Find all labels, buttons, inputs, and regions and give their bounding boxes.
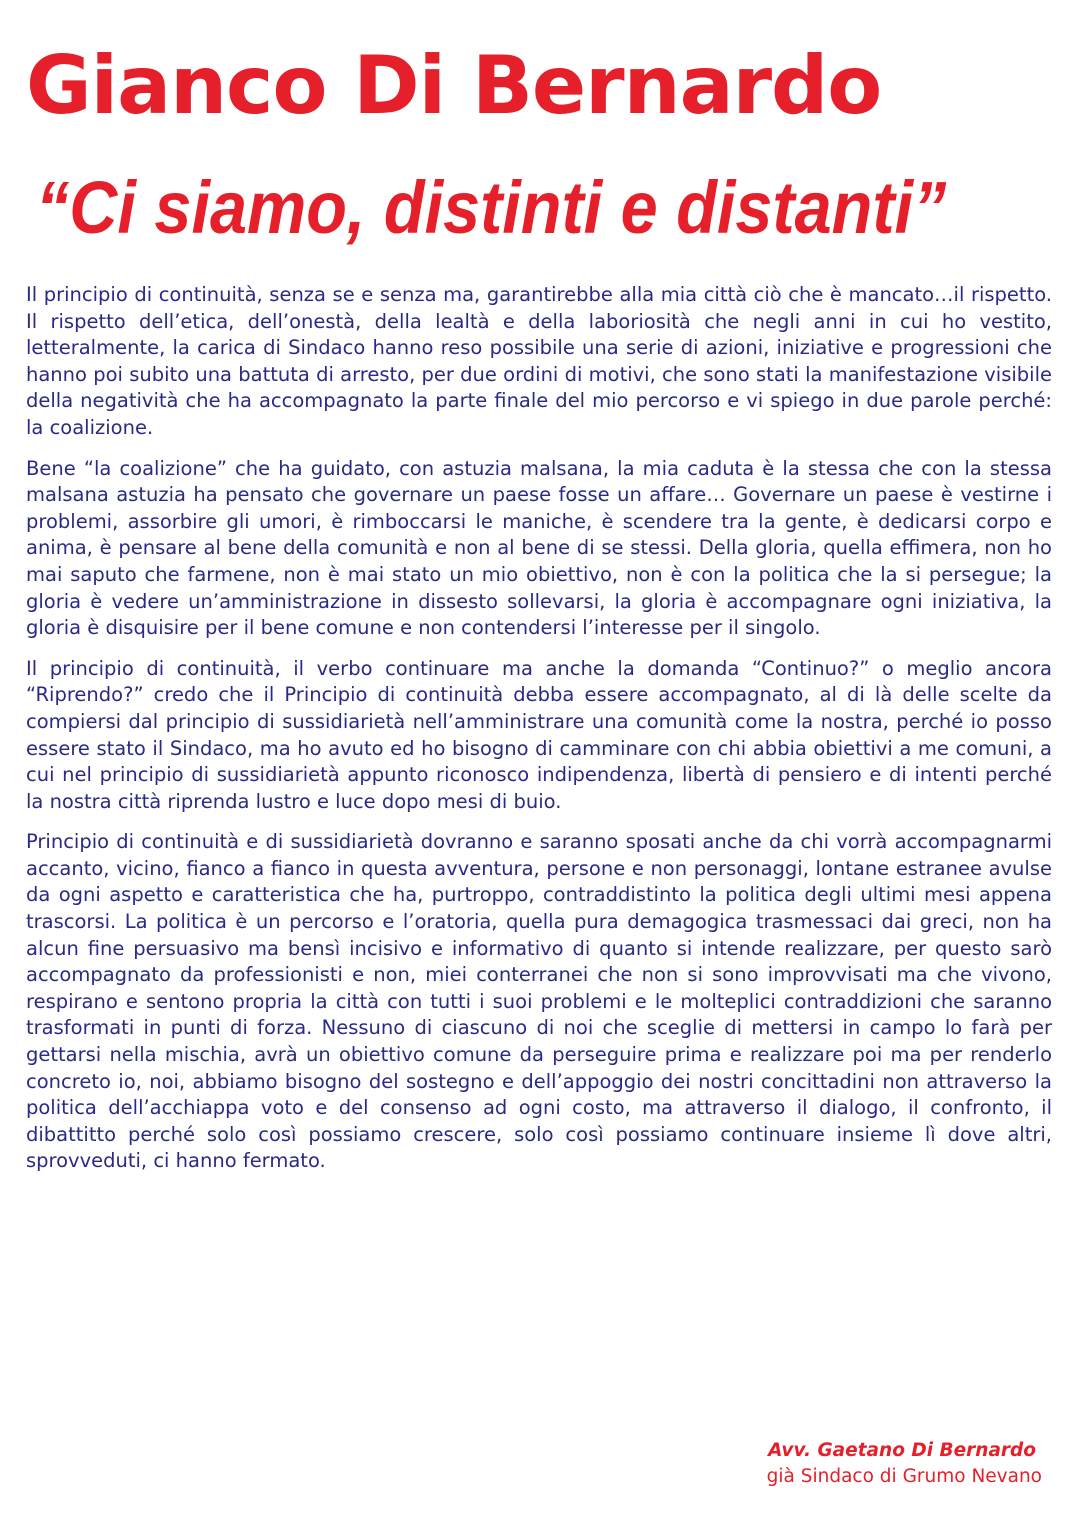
page-subtitle: “Ci siamo, distinti e distanti”	[36, 166, 947, 249]
signature-role: già Sindaco di Grumo Nevano	[766, 1466, 1042, 1487]
signature-block	[767, 1438, 1042, 1490]
paragraph: Principio di continuità e di sussidiarietà dovranno e saranno sposati anche da chi vorrà accompagnarmi accanto, vicino, fianco a fianco in questa avventura, persone e non personaggi, lontane estranee avulse da ogni aspetto e caratteristica che ha, purtroppo, contraddistinto la politica degli ultimi mesi appena trascorsi. La politica è un percorso e l’oratoria, quella pura demagogica trasmessaci dai greci, non ha alcun fine persuasivo ma bensì incisivo e informativo di quanto si intende realizzare, per questo sarò accompagnato da professionisti e non, miei conterranei che non si sono improvvisati ma che vivono, respirano e sentono propria la città con tutti i suoi problemi e le molteplici contraddizioni che saranno trasformati in punti di forza. Nessuno di ciascuno di noi che sceglie di mettersi in campo lo farà per gettarsi nella mischia, avrà un obiettivo comune da perseguire prima e realizzare poi ma per renderlo concreto io, noi, abbiamo bisogno del sostegno e dell’appoggio dei nostri concittadini non attraverso la politica dell’acchiappa voto e del consenso ad ogni costo, ma attraverso il dialogo, il confronto, il dibattitto perché solo così possiamo crescere, solo così possiamo continuare insieme lì dove altri, sprovveduti, ci hanno fermato.	[26, 830, 1052, 1173]
article-body	[26, 282, 1052, 1189]
paragraph: Bene “la coalizione” che ha guidato, con astuzia malsana, la mia caduta è la stessa che con la stessa malsana astuzia ha pensato che governare un paese fosse un affare… Governare un paese è vestirne i problemi, assorbire gli umori, è rimboccarsi le maniche, è scendere tra la gente, è dedicarsi corpo e anima, è pensare al bene della comunità e non al bene di se stessi. Della gloria, quella effimera, non ho mai saputo che farmene, non è mai stato un mio obiettivo, non è con la politica che la si persegue; la gloria è vedere un’amministrazione in dissesto sollevarsi, la gloria è accompagnare ogni iniziativa, la gloria è disquisire per il bene comune e non contendersi l’interesse per il singolo.	[26, 456, 1052, 640]
page-title: Gianco Di Bernardo	[26, 39, 882, 132]
paragraph: Il principio di continuità, il verbo continuare ma anche la domanda “Continuo?” o meglio ancora “Riprendo?” credo che il Principio di continuità debba essere accompagnato, al di là delle scelte da compiersi dal principio di sussidiarietà nell’amministrare una comunità come la nostra, perché io posso essere stato il Sindaco, ma ho avuto ed ho bisogno di camminare con chi abbia obiettivi a me comuni, a cui nel principio di sussidiarietà appunto riconosco indipendenza, libertà di pensiero e di intenti perché la nostra città riprenda lustro e luce dopo mesi di buio.	[26, 656, 1052, 813]
paragraph: Il principio di continuità, senza se e senza ma, garantirebbe alla mia città ciò che è mancato…il rispetto. Il rispetto dell’etica, dell’onestà, della lealtà e della laboriosità che negli anni in cui ho vestito, letteralmente, la carica di Sindaco hanno reso possibile una serie di azioni, iniziative e progressioni che hanno poi subito una battuta di arresto, per due ordini di motivi, che sono stati la manifestazione visibile della negatività che ha accompagnato la parte finale del mio percorso e vi spiego in due parole perché: la coalizione.	[26, 283, 1052, 439]
signature-name: Avv. Gaetano Di Bernardo	[768, 1440, 1036, 1461]
